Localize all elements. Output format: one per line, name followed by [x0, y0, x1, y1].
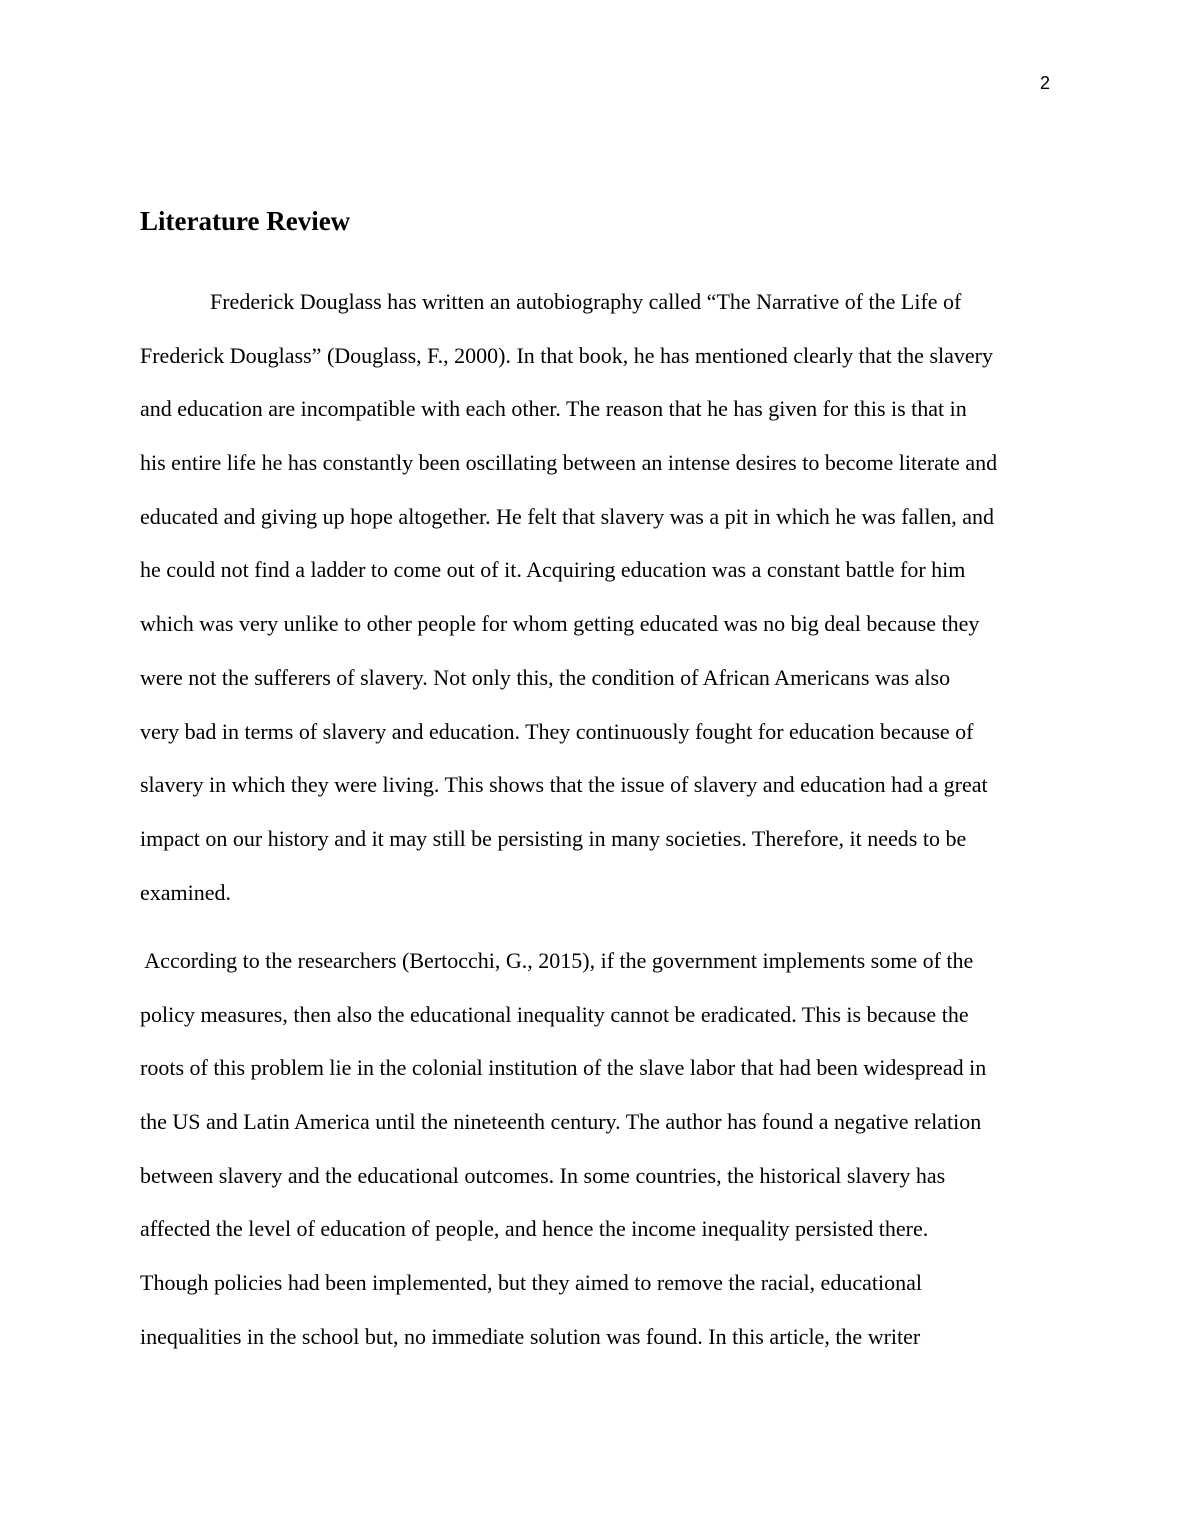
- text-line: slavery in which they were living. This shows that the issue of slavery and education had a great: [140, 772, 988, 798]
- text-line: roots of this problem lie in the colonial institution of the slave labor that had been widespread in: [140, 1055, 987, 1081]
- text-line: inequalities in the school but, no immediate solution was found. In this article, the writer: [140, 1323, 921, 1349]
- text-line: were not the sufferers of slavery. Not only this, the condition of African Americans was also: [140, 664, 951, 690]
- section-heading: Literature Review: [140, 206, 351, 236]
- paragraph-1: [140, 275, 1052, 919]
- text-line: impact on our history and it may still be persisting in many societies. Therefore, it needs to be: [140, 825, 967, 851]
- text-line: his entire life he has constantly been oscillating between an intense desires to become literate and: [140, 450, 998, 476]
- text-line: Frederick Douglass has written an autobiography called “The Narrative of the Life of: [210, 289, 962, 314]
- text-line: affected the level of education of people, and hence the income inequality persisted there.: [140, 1216, 929, 1242]
- text-line: educated and giving up hope altogether. He felt that slavery was a pit in which he was fallen, and: [140, 503, 995, 529]
- text-line: he could not find a ladder to come out of it. Acquiring education was a constant battle for him: [140, 557, 966, 583]
- text-line: Frederick Douglass” (Douglass, F., 2000). In that book, he has mentioned clearly that the slavery: [140, 342, 993, 368]
- text-line: very bad in terms of slavery and education. They continuously fought for education because of: [140, 718, 974, 744]
- page-number: 2: [1039, 73, 1050, 93]
- text-line: According to the researchers (Bertocchi, G., 2015), if the government implements some of the: [140, 948, 974, 973]
- text-line: and education are incompatible with each other. The reason that he has given for this is that in: [140, 396, 967, 422]
- text-line: between slavery and the educational outcomes. In some countries, the historical slavery has: [140, 1162, 946, 1188]
- text-line: examined.: [140, 879, 232, 905]
- text-line: policy measures, then also the educational inequality cannot be eradicated. This is because the: [140, 1001, 969, 1027]
- text-line: which was very unlike to other people for whom getting educated was no big deal because they: [140, 611, 980, 637]
- text-line: Though policies had been implemented, but they aimed to remove the racial, educational: [140, 1270, 922, 1296]
- text-line: the US and Latin America until the nineteenth century. The author has found a negative relation: [140, 1109, 982, 1135]
- paragraph-2: [140, 934, 1052, 1364]
